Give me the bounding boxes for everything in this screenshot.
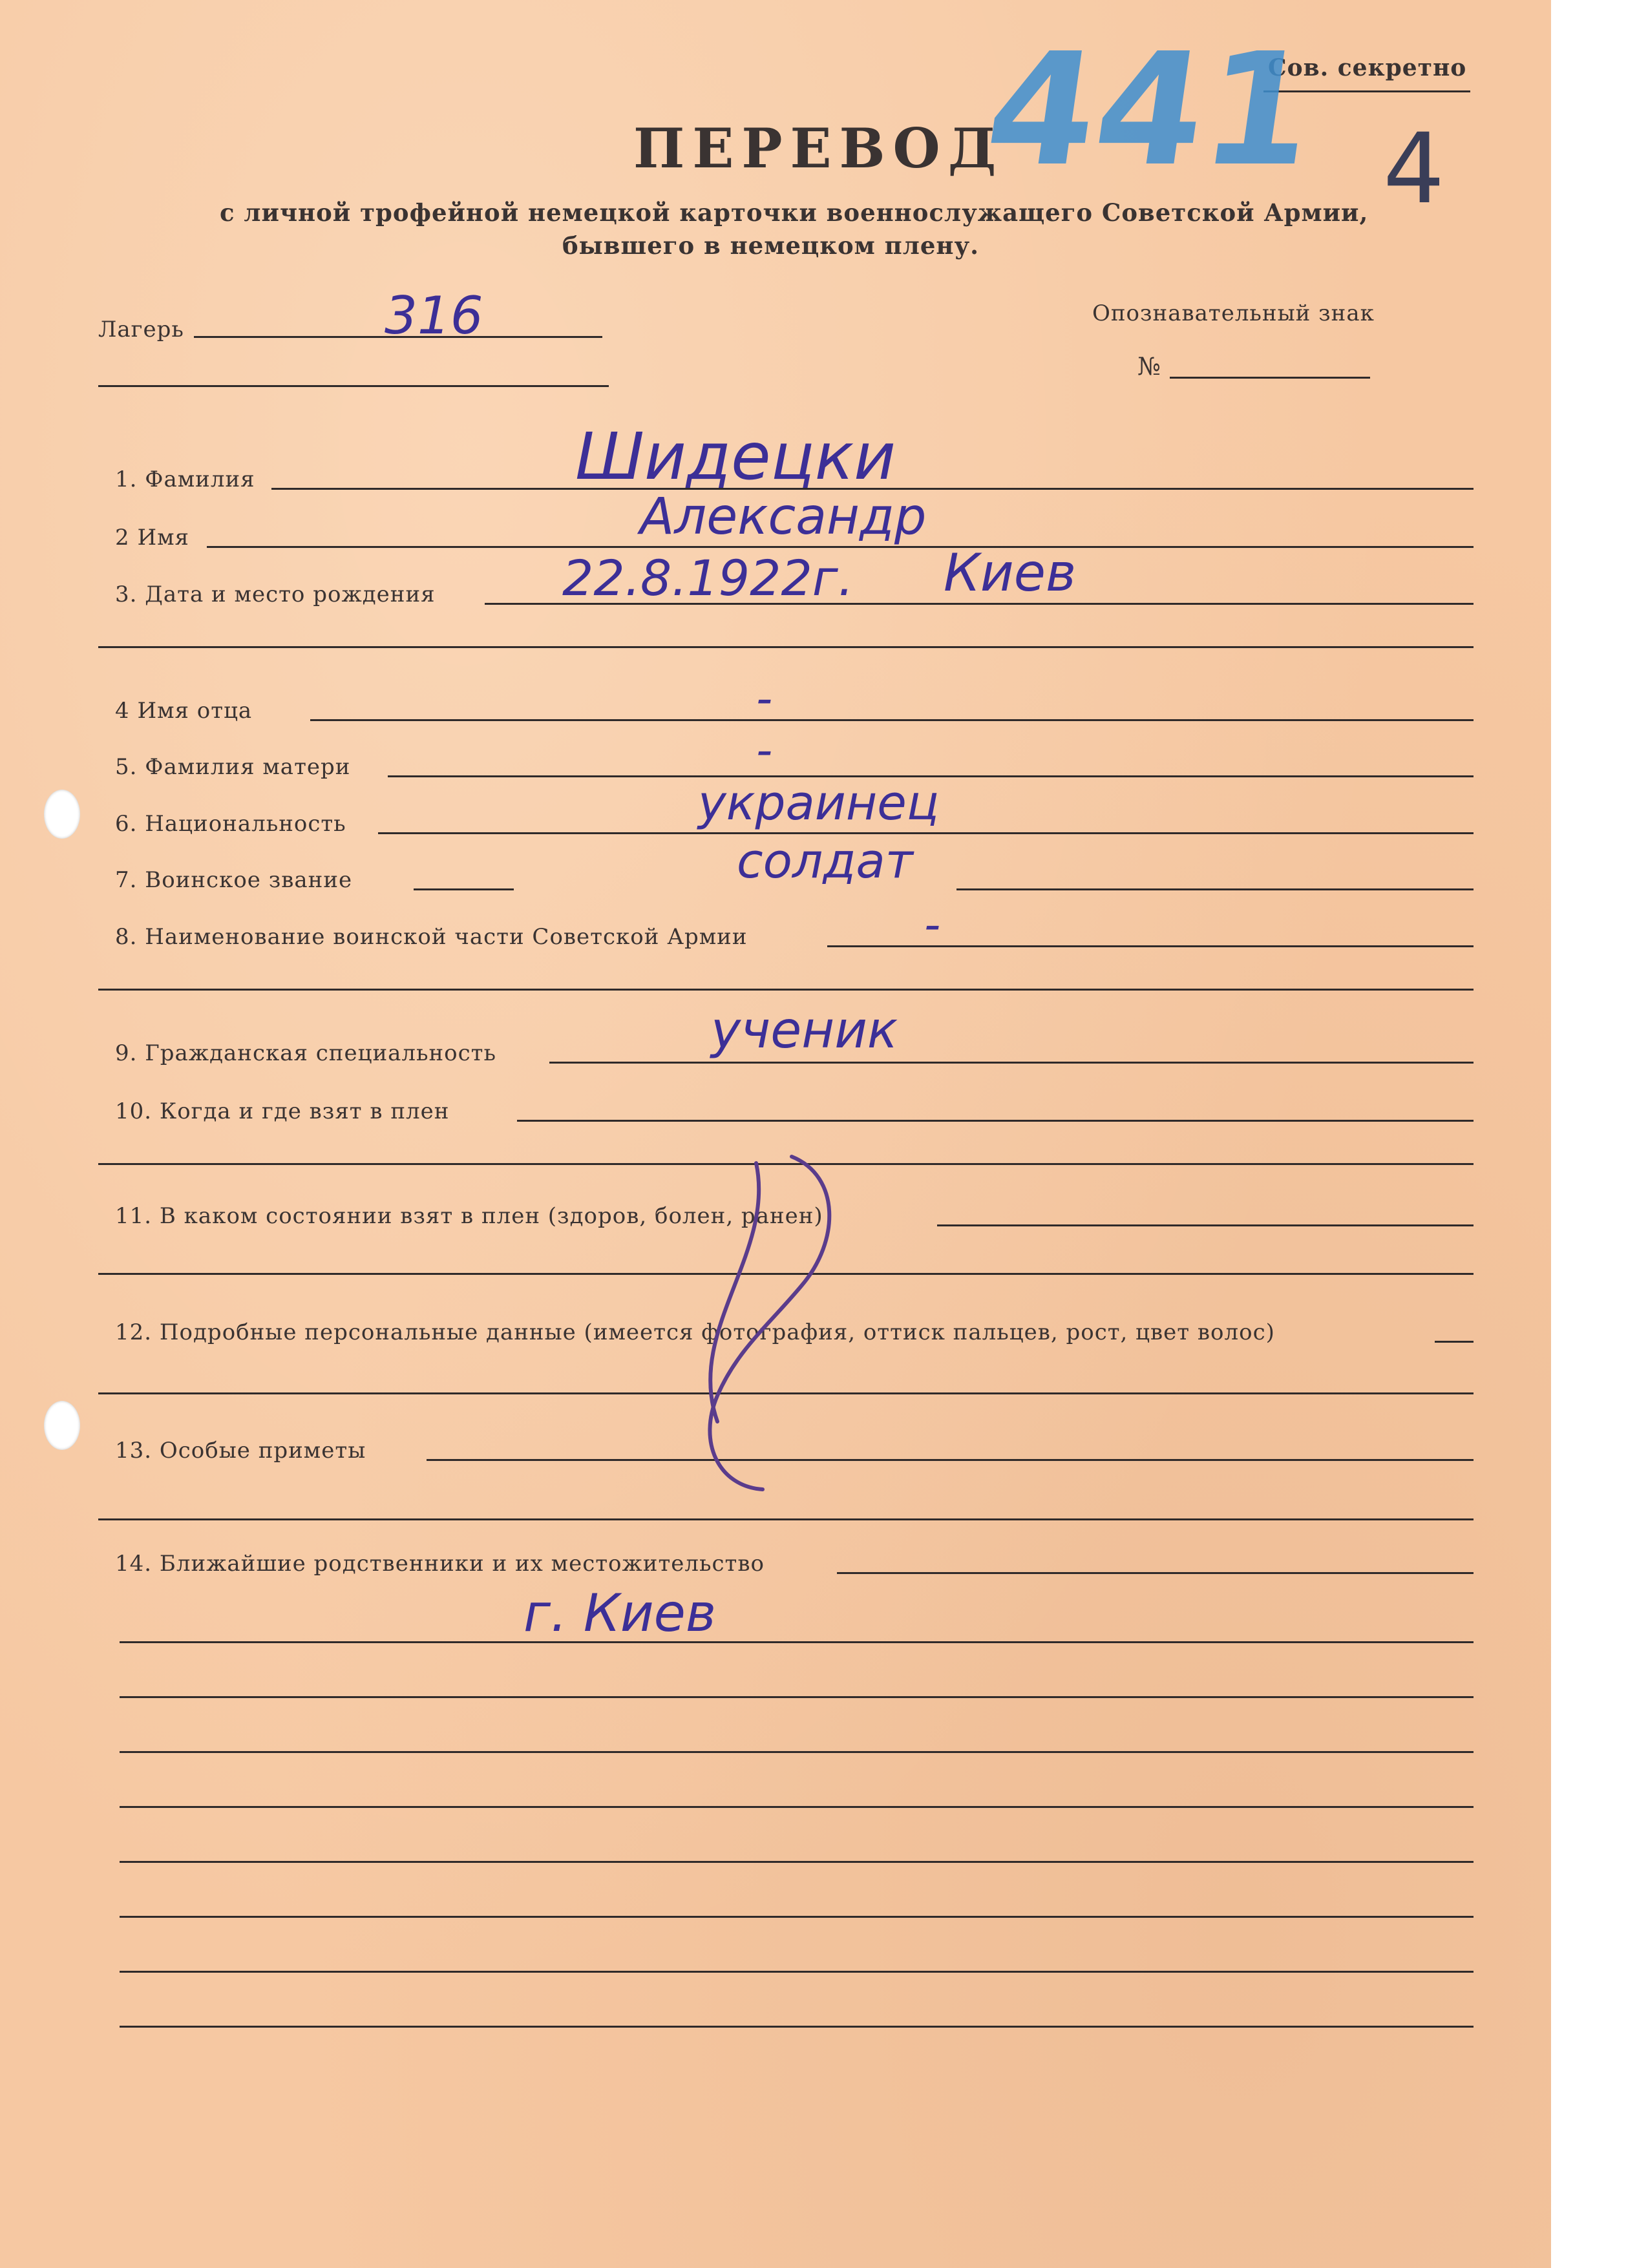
field-value-mother-surname: -: [756, 724, 773, 777]
field-value-father-name: -: [756, 672, 773, 725]
field-label-mother-surname: 5. Фамилия матери: [115, 754, 351, 780]
document-subtitle: с личной трофейной немецкой карточки военнослужащего Советской Армии,: [220, 198, 1369, 227]
camp-label: Лагерь: [98, 317, 184, 342]
field-label-first-name: 2 Имя: [115, 525, 189, 551]
field-label-nationality: 6. Национальность: [115, 811, 346, 837]
field-label-condition-captured: 11. В каком состоянии взят в плен (здоров, болен, ранен): [115, 1203, 823, 1229]
field-value-first-name: Александр: [640, 488, 927, 546]
field-label-relatives: 14. Ближайшие родственники и их местожительство: [115, 1551, 765, 1577]
punch-hole: [44, 1401, 80, 1450]
field-label-special-marks: 13. Особые приметы: [115, 1438, 366, 1464]
field-label-birth: 3. Дата и место рождения: [115, 582, 436, 607]
page-number: 4: [1383, 113, 1445, 226]
blue-pencil-mark: 441: [976, 19, 1326, 200]
document-subtitle: бывшего в немецком плену.: [562, 231, 980, 260]
id-tag-label: Опознавательный знак: [1092, 300, 1375, 326]
field-value-surname: Шидецки: [575, 419, 896, 494]
field-label-father-name: 4 Имя отца: [115, 698, 253, 724]
field-value-rank: солдат: [737, 834, 913, 889]
field-label-unit: 8. Наименование воинской части Советской Армии: [115, 924, 748, 950]
id-tag-number-label: №: [1137, 352, 1161, 381]
field-value-birth-place: Киев: [944, 543, 1077, 603]
punch-hole: [44, 790, 80, 839]
document-title: ПЕРЕВОД: [633, 116, 1004, 180]
field-label-civil-profession: 9. Гражданская специальность: [115, 1040, 496, 1066]
field-label-surname: 1. Фамилия: [115, 467, 255, 492]
crossout-scribble: [646, 1137, 892, 1512]
classification-stamp: Сов. секретно: [1268, 54, 1467, 81]
field-value-birth-date: 22.8.1922г.: [562, 549, 854, 607]
field-label-personal-data: 12. Подробные персональные данные (имеется фотография, оттиск пальцев, рост, цвет волос): [115, 1319, 1275, 1345]
field-value-nationality: украинец: [698, 775, 940, 831]
field-label-rank: 7. Воинское звание: [115, 867, 353, 893]
field-value-relatives: г. Киев: [523, 1583, 717, 1643]
field-value-civil-profession: ученик: [711, 1002, 898, 1060]
camp-value: 316: [385, 286, 483, 346]
field-label-captured-when-where: 10. Когда и где взят в плен: [115, 1098, 450, 1124]
field-value-unit: -: [924, 898, 941, 951]
